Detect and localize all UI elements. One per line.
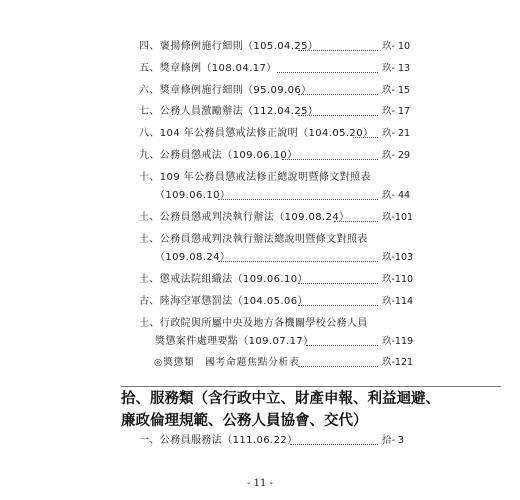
toc-entry-page: 玖-101 — [382, 212, 414, 223]
toc-entry-label: 七、公務人員激勵辦法（112.04.25） — [139, 106, 319, 117]
leader-dots — [298, 84, 378, 95]
toc-entry[interactable] — [0, 434, 520, 448]
leader-dots — [218, 251, 378, 262]
toc-entry[interactable] — [0, 317, 520, 331]
toc-entry[interactable] — [0, 273, 520, 287]
toc-entry-label-cont: （109.08.24） — [155, 252, 231, 263]
toc-entry[interactable] — [0, 171, 520, 185]
leader-dots — [353, 127, 378, 138]
analysis-table-page: 玖-121 — [382, 357, 414, 368]
toc-entry[interactable] — [0, 84, 520, 98]
toc-entry-label: 十、109 年公務員懲戒法修正總說明暨條文對照表 — [139, 172, 371, 183]
section-heading-line2: 廉政倫理規範、公務人員協會、交代） — [121, 412, 368, 429]
toc-entry-page: 玖- 44 — [382, 190, 411, 201]
toc-entry-continuation[interactable] — [0, 189, 520, 203]
toc-entry-label: 古、陸海空軍懲罰法（104.05.06） — [139, 296, 308, 307]
leader-dots — [306, 335, 378, 346]
toc-entry-page: 玖- 29 — [382, 150, 411, 161]
toc-entry[interactable] — [0, 149, 520, 163]
toc-entry-continuation[interactable] — [0, 335, 520, 349]
toc-entry-page: 玖-119 — [382, 336, 414, 347]
toc-entry-page: 玖-110 — [382, 274, 414, 285]
toc-entry-page: 玖- 10 — [382, 41, 411, 52]
page-number: - 11 - — [247, 478, 273, 489]
toc-entry-page: 玖- 13 — [382, 63, 411, 74]
analysis-table-ref[interactable] — [0, 356, 520, 370]
toc-entry-label: 五、獎章條例（108.04.17） — [139, 63, 277, 74]
section-heading-line1: 拾、服務類（含行政中立、財產申報、利益迴避、 — [121, 390, 440, 407]
section-divider — [121, 386, 501, 387]
toc-entry-label-cont: 獎懲案件處理要點（109.07.17） — [155, 336, 314, 347]
leader-dots — [298, 40, 378, 51]
toc-entry-label: 六、獎章條例施行細則（95.09.06） — [139, 85, 312, 96]
toc-entry[interactable] — [0, 127, 520, 141]
toc-entry-continuation[interactable] — [0, 251, 520, 265]
toc-entry-label: 八、104 年公務員懲戒法修正說明（104.05.20） — [139, 128, 374, 139]
leader-dots — [218, 189, 378, 200]
toc-entry-label: 一、公務員服務法（111.06.22） — [139, 435, 298, 446]
leader-dots — [334, 211, 378, 222]
toc-entry-page: 玖- 17 — [382, 106, 411, 117]
toc-entry[interactable] — [0, 40, 520, 54]
leader-dots — [290, 434, 378, 445]
toc-entry[interactable] — [0, 211, 520, 225]
analysis-table-label: ◎獎懲類 國考命題焦點分析表 — [154, 357, 300, 368]
toc-entry-label: 土、公務員懲戒判決執行辦法（109.08.24） — [139, 212, 350, 223]
toc-entry-page: 玖- 15 — [382, 85, 411, 96]
toc-entry[interactable] — [0, 233, 520, 247]
toc-entry[interactable] — [0, 62, 520, 76]
toc-entry[interactable] — [0, 105, 520, 119]
toc-entry-page: 玖-103 — [382, 252, 414, 263]
toc-entry-page: 玖- 21 — [382, 128, 411, 139]
toc-entry[interactable] — [0, 295, 520, 309]
toc-entry-label: 土、公務員懲戒判決執行辦法總說明暨條文對照表 — [139, 234, 368, 245]
leader-dots — [298, 105, 378, 116]
leader-dots — [298, 273, 378, 284]
leader-dots — [277, 62, 378, 73]
toc-entry-label: 四、褒揚條例施行細則（105.04.25） — [139, 41, 319, 52]
toc-entry-page: 拾- 3 — [382, 435, 404, 446]
toc-entry-label: 土、懲戒法院組織法（109.06.10） — [139, 274, 308, 285]
toc-entry-label: 九、公務員懲戒法（109.06.10） — [139, 150, 298, 161]
leader-dots — [282, 149, 378, 160]
toc-entry-label-cont: （109.06.10） — [155, 190, 231, 201]
leader-dots — [298, 356, 378, 367]
toc-entry-page: 玖-114 — [382, 296, 414, 307]
leader-dots — [298, 295, 378, 306]
toc-entry-label: 土、行政院與所屬中央及地方各機關學校公務人員 — [139, 318, 368, 329]
